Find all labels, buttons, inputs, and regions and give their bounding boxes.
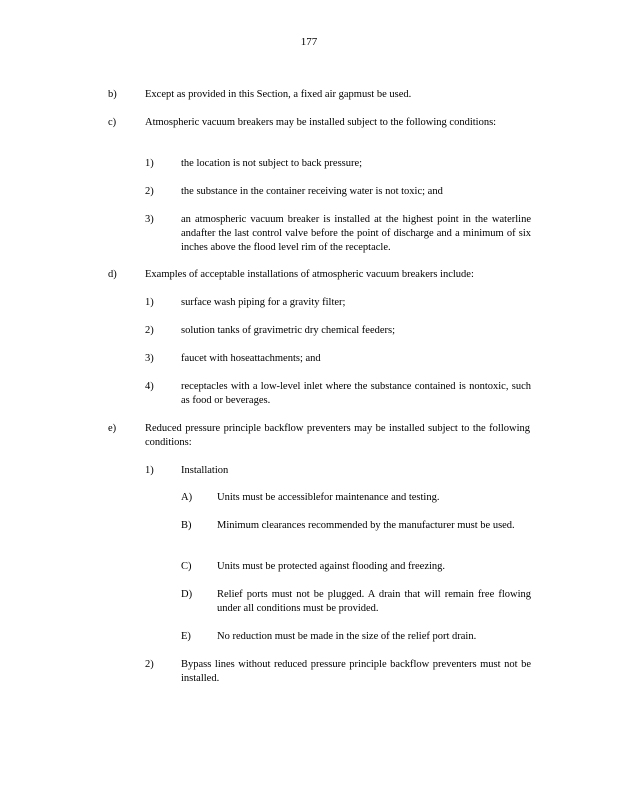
item-marker: 1) [145,297,154,308]
item-text: Units must be accessiblefor maintenance and testing. [217,492,440,503]
item-marker: 1) [145,158,154,169]
item-text: the substance in the container receiving water is not toxic; and [181,186,443,197]
item-marker: b) [108,89,117,100]
item-text: solution tanks of gravimetric dry chemical feeders; [181,325,396,336]
item-marker: B) [181,520,192,531]
item-marker: A) [181,492,193,503]
item-marker: 2) [145,659,154,670]
item-marker: E) [181,631,191,642]
item-text: Reduced pressure principle backflow preventers may be installed subject to the following conditions: [145,423,530,448]
item-text: the location is not subject to back pressure; [181,158,363,169]
item-marker: C) [181,561,192,572]
item-marker: 3) [145,353,154,364]
item-marker: c) [108,117,117,128]
item-text: Installation [181,465,229,476]
item-text: surface wash piping for a gravity filter; [181,297,346,308]
item-text: Except as provided in this Section, a fixed air gapmust be used. [145,89,412,100]
item-text: receptacles with a low-level inlet where the substance contained is nontoxic, such as food or beverages. [181,381,531,406]
item-text: No reduction must be made in the size of the relief port drain. [217,631,477,642]
item-marker: 2) [145,186,154,197]
item-text: faucet with hoseattachments; and [181,353,321,364]
item-marker: 4) [145,381,154,392]
item-marker: 3) [145,214,154,225]
item-text: Atmospheric vacuum breakers may be installed subject to the following conditions: [145,117,497,128]
item-marker: 2) [145,325,154,336]
item-text: Relief ports must not be plugged. A drain that will remain free flowing under all conditions must be provided. [217,589,531,614]
item-marker: 1) [145,465,154,476]
item-marker: e) [108,423,117,434]
item-text: an atmospheric vacuum breaker is installed at the highest point in the waterline andafter the last control valve before the point of discharge and a minimum of six inches above the flood level rim of the receptacle. [181,214,531,253]
item-text: Units must be protected against flooding and freezing. [217,561,446,572]
item-text: Minimum clearances recommended by the manufacturer must be used. [217,520,515,531]
item-marker: D) [181,589,193,600]
page-number: 177 [300,36,318,48]
item-text: Bypass lines without reduced pressure principle backflow preventers must not be installed. [181,659,531,684]
item-marker: d) [108,269,117,280]
item-text: Examples of acceptable installations of atmospheric vacuum breakers include: [145,269,474,280]
